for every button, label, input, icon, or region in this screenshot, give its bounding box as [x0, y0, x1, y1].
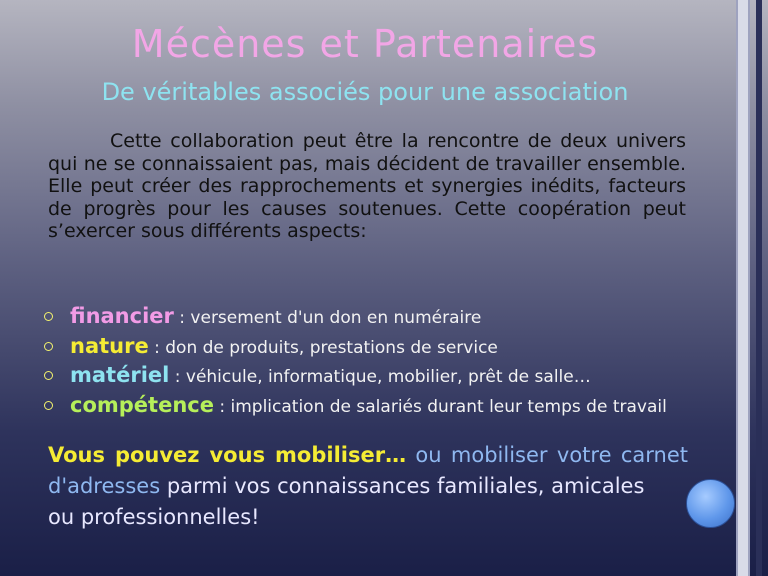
list-item [44, 391, 704, 421]
list-item [44, 302, 704, 332]
list-item [44, 332, 704, 362]
circle-bullet-icon [44, 312, 53, 321]
mobilize-phrase: Vous pouvez vous mobiliser… [48, 443, 407, 467]
cta-line-1 [48, 440, 688, 471]
bullet-keyword: nature [70, 333, 149, 358]
bullet-keyword: matériel [70, 363, 170, 387]
circle-bullet-icon [44, 371, 53, 380]
decorative-side-rail [736, 0, 750, 576]
aspects-list [44, 302, 704, 420]
bullet-keyword: financier [70, 304, 174, 328]
circle-bullet-icon [44, 401, 53, 410]
slide-subtitle: De véritables associés pour une association [101, 78, 629, 106]
cta-line-2 [48, 471, 688, 502]
decorative-side-rail-dark [756, 0, 762, 576]
call-to-action [48, 440, 688, 533]
cta-line-3: ou professionnelles! [48, 505, 260, 529]
slide-title: Mécènes et Partenaires [131, 22, 599, 66]
address-word: d'adresses [48, 474, 161, 498]
intro-paragraph: Cette collaboration peut être la rencontre de deux univers qui ne se connaissaient pas, mais décident de travailler ensemble. Elle peut créer des rapprochements et synergies inédits, facteurs de progrès pour les causes soutenues. Cette coopération peut s’exercer sous différents aspects: [48, 130, 686, 242]
bullet-text: : implication de salariés durant leur temps de travail [213, 396, 667, 417]
circle-bullet-icon [44, 342, 53, 351]
bullet-keyword: compétence [70, 392, 214, 417]
or-mobilize-phrase: ou mobiliser votre carnet [406, 443, 688, 467]
bullet-text: : don de produits, prestations de service [148, 337, 498, 358]
cta-rest: parmi vos connaissances familiales, amicales [160, 474, 645, 498]
bullet-text: : véhicule, informatique, mobilier, prêt de salle… [169, 367, 591, 387]
decorative-circle-icon [686, 479, 735, 528]
list-item [44, 361, 704, 391]
bullet-text: : versement d'un don en numéraire [173, 308, 482, 328]
